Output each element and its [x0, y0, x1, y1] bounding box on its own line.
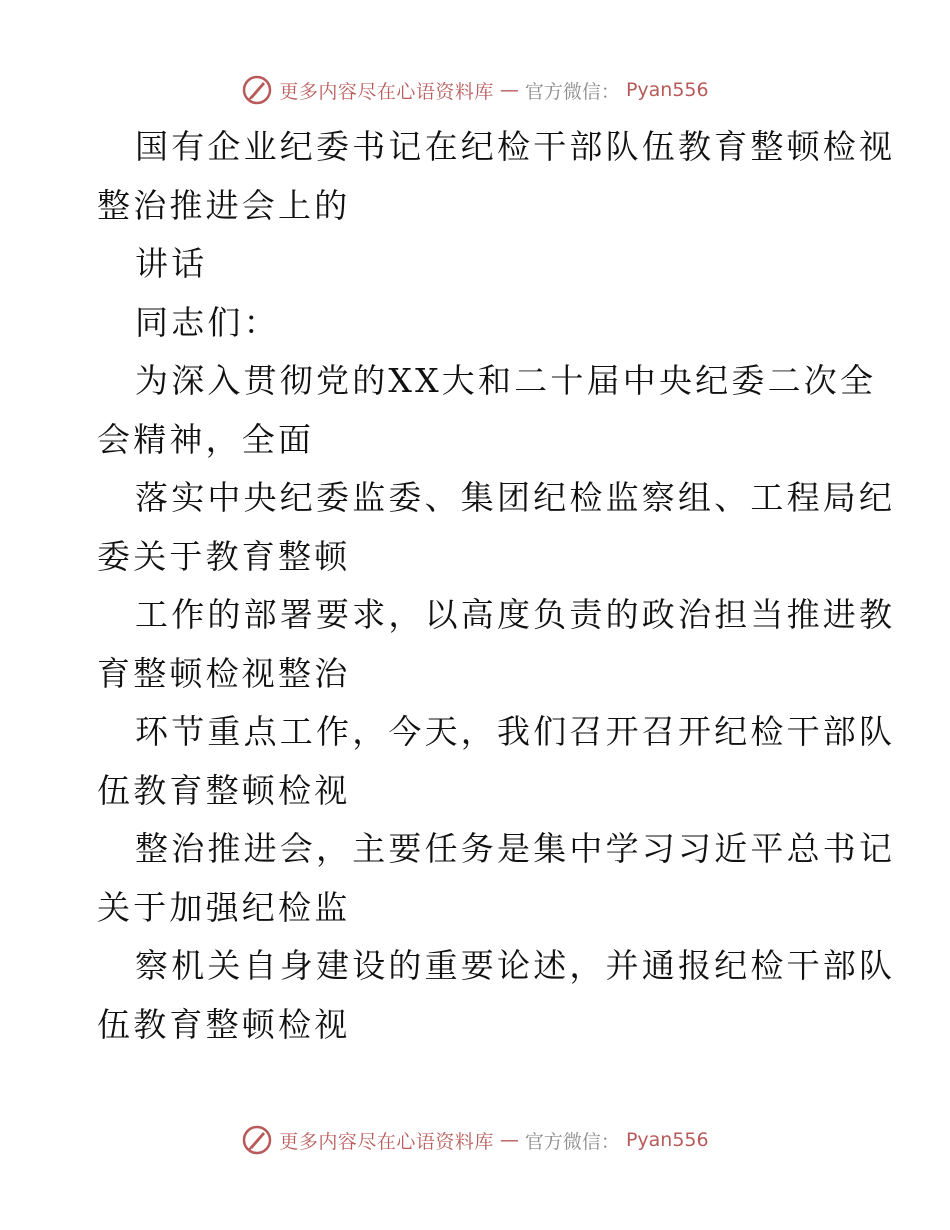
watermark-wechat-label: 官方微信： — [524, 80, 620, 103]
paragraph-line: 育整顿检视整治 — [97, 653, 351, 693]
paragraph-line: 伍教育整顿检视 — [97, 1004, 351, 1044]
paragraph-line: 环节重点工作，今天，我们召开召开纪检干部队 — [135, 712, 896, 751]
watermark-dash: — — [499, 79, 519, 101]
quill-logo-icon — [241, 1124, 273, 1156]
salutation: 同志们： — [135, 302, 280, 342]
title-line-2: 整治推进会上的 — [97, 185, 351, 225]
paragraph-line: 委关于教育整顿 — [97, 536, 351, 576]
watermark-text: 更多内容尽在心语资料库 — [279, 80, 494, 103]
watermark-dash: — — [499, 1129, 519, 1151]
title-line-3: 讲话 — [135, 244, 208, 283]
paragraph-line: 伍教育整顿检视 — [97, 770, 351, 810]
paragraph-line: 关于加强纪检监 — [97, 887, 351, 927]
title-line-1: 国有企业纪委书记在纪检干部队伍教育整顿检视 — [135, 127, 896, 166]
paragraph-line: 工作的部署要求，以高度负责的政治担当推进教 — [135, 595, 896, 634]
paragraph-line: 会精神，全面 — [97, 419, 315, 459]
watermark-footer — [0, 1120, 950, 1160]
quill-logo-icon — [241, 74, 273, 106]
watermark-text: 更多内容尽在心语资料库 — [279, 1130, 494, 1153]
watermark-header — [0, 70, 950, 110]
paragraph-line: 为深入贯彻党的XX大和二十届中央纪委二次全 — [135, 361, 877, 400]
paragraph-line: 整治推进会，主要任务是集中学习习近平总书记 — [135, 829, 896, 868]
document-body — [97, 118, 896, 1054]
watermark-wechat-label: 官方微信： — [524, 1130, 620, 1153]
watermark-wechat-id: Pyan556 — [625, 1129, 709, 1151]
paragraph-line: 落实中央纪委监委、集团纪检监察组、工程局纪 — [135, 478, 896, 517]
watermark-wechat-id: Pyan556 — [625, 79, 709, 101]
paragraph-line: 察机关自身建设的重要论述，并通报纪检干部队 — [135, 946, 896, 985]
